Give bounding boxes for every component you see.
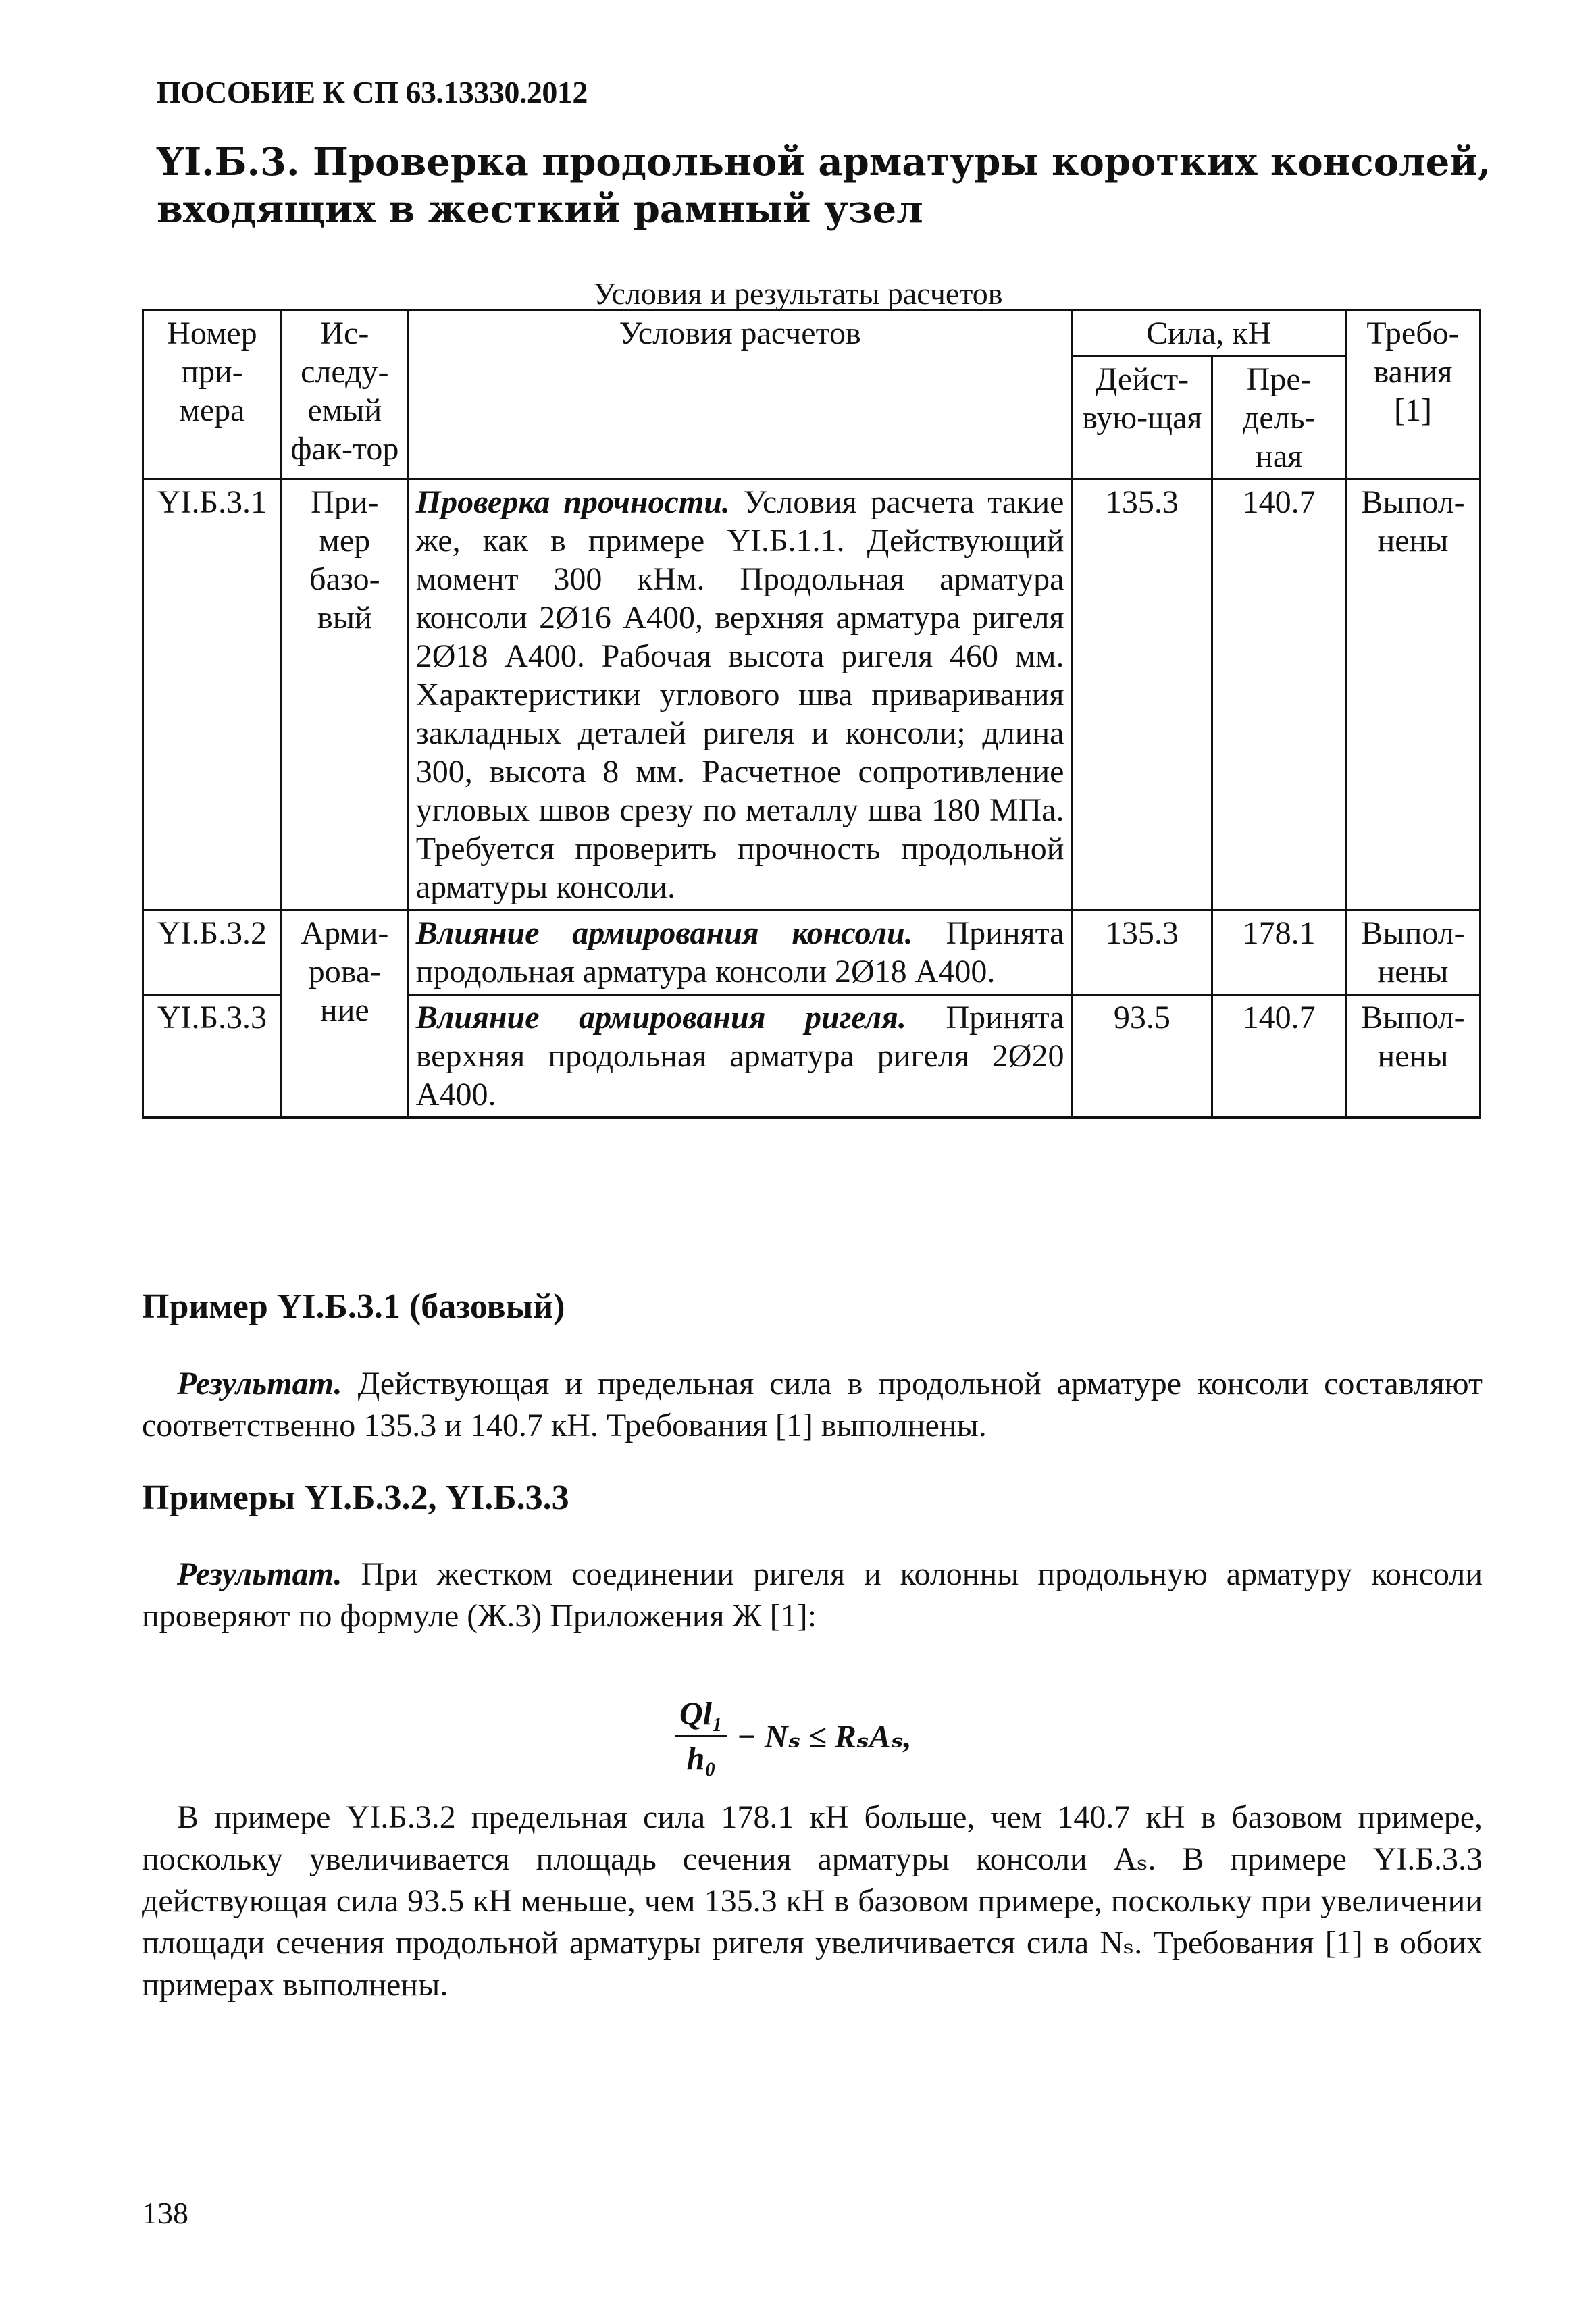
example-id: YI.Б.3.2 [143,910,282,995]
header-limit: Пре-дель-ная [1212,357,1346,480]
header-force-group: Сила, кН [1072,311,1346,357]
results-table [142,309,1481,1119]
row-text: Принята верхняя продольная арматура ригеля 2Ø20 А400. [415,1000,1064,1112]
result-lead: Результат. [177,1366,342,1402]
factor-cell: Арми-рова-ние [281,910,408,1118]
page-number: 138 [142,2196,188,2230]
example2-paragraph [142,1553,1483,1637]
formula-rest: − Nₛ ≤ RₛAₛ, [736,1718,912,1755]
example-id: YI.Б.3.3 [143,995,282,1118]
running-head: ПОСОБИЕ К СП 63.13330.2012 [157,75,588,109]
example1-text: Действующая и предельная сила в продольной арматуре консоли составляют соответственно 135.3 и 140.7 кН. Требования [1] выполнены. [142,1366,1483,1443]
header-acting: Дейст-вую-щая [1072,357,1212,480]
header-example-no: Номер при-мера [143,311,282,480]
row-title: Влияние армирования ригеля. [415,1000,906,1035]
section-title: YI.Б.3. Проверка продольной арматуры коротких консолей, входящих в жесткий рамный узел [157,140,1491,232]
header-factor: Ис-следу-емый фак-тор [281,311,408,480]
row-text: Принята продольная арматура консоли 2Ø18 А400. [415,915,1064,989]
factor-cell: При-мер базо-вый [281,480,408,910]
acting-force: 135.3 [1072,480,1212,910]
table-row [143,910,1481,995]
conditions-cell [408,910,1072,995]
requirements-result: Выпол-нены [1346,910,1481,995]
example1-heading: Пример YI.Б.3.1 (базовый) [142,1287,565,1326]
result-lead: Результат. [177,1556,342,1592]
conclusion-paragraph: В примере YI.Б.3.2 предельная сила 178.1 кН больше, чем 140.7 кН в базовом примере, поскольку увеличивается площадь сечения арматуры консоли Aₛ. В примере YI.Б.3.3 действующая сила 93.5 кН меньше, чем 135.3 кН в базовом примере, поскольку при увеличении площади сечения продольной арматуры ригеля увеличивается сила Nₛ. Требования [1] в обоих примерах выполнены. [142,1799,1483,2003]
example1-paragraph [142,1363,1483,1447]
limit-force: 140.7 [1212,995,1346,1118]
example2-text: При жестком соединении ригеля и колонны продольную арматуру консоли проверяют по формуле (Ж.3) Приложения Ж [1]: [142,1556,1483,1634]
header-requirements: Требо-вания [1] [1346,311,1481,480]
formula-numerator: Ql₁ [675,1695,727,1737]
row-title: Влияние армирования консоли. [415,915,913,951]
example-id: YI.Б.3.1 [143,480,282,910]
example2-heading: Примеры YI.Б.3.2, YI.Б.3.3 [142,1479,569,1517]
formula-denominator: h₀ [686,1741,717,1776]
row-title: Проверка прочности. [415,484,730,520]
requirements-result: Выпол-нены [1346,995,1481,1118]
limit-force: 140.7 [1212,480,1346,910]
table-header-row [143,311,1481,357]
header-conditions: Условия расчетов [408,311,1072,480]
requirements-result: Выпол-нены [1346,480,1481,910]
acting-force: 93.5 [1072,995,1212,1118]
conditions-cell [408,995,1072,1118]
limit-force: 178.1 [1212,910,1346,995]
table-caption: Условия и результаты расчетов [593,276,1003,311]
row-text: Условия расчета такие же, как в примере YI.Б.1.1. Действующий момент 300 кНм. Продольная арматура консоли 2Ø16 А400, верхняя арматура ригеля 2Ø18 А400. Рабочая высота ригеля 460 мм. Характеристики углового шва приваривания закладных деталей ригеля и консоли; длина 300, высота 8 мм. Расчетное сопротивление угловых швов срезу по металлу шва 180 МПа. Требуется проверить прочность продольной арматуры консоли. [415,484,1064,905]
table-row [143,480,1481,910]
formula-fraction [675,1695,727,1777]
acting-force: 135.3 [1072,910,1212,995]
formula [675,1695,912,1777]
conditions-cell [408,480,1072,910]
